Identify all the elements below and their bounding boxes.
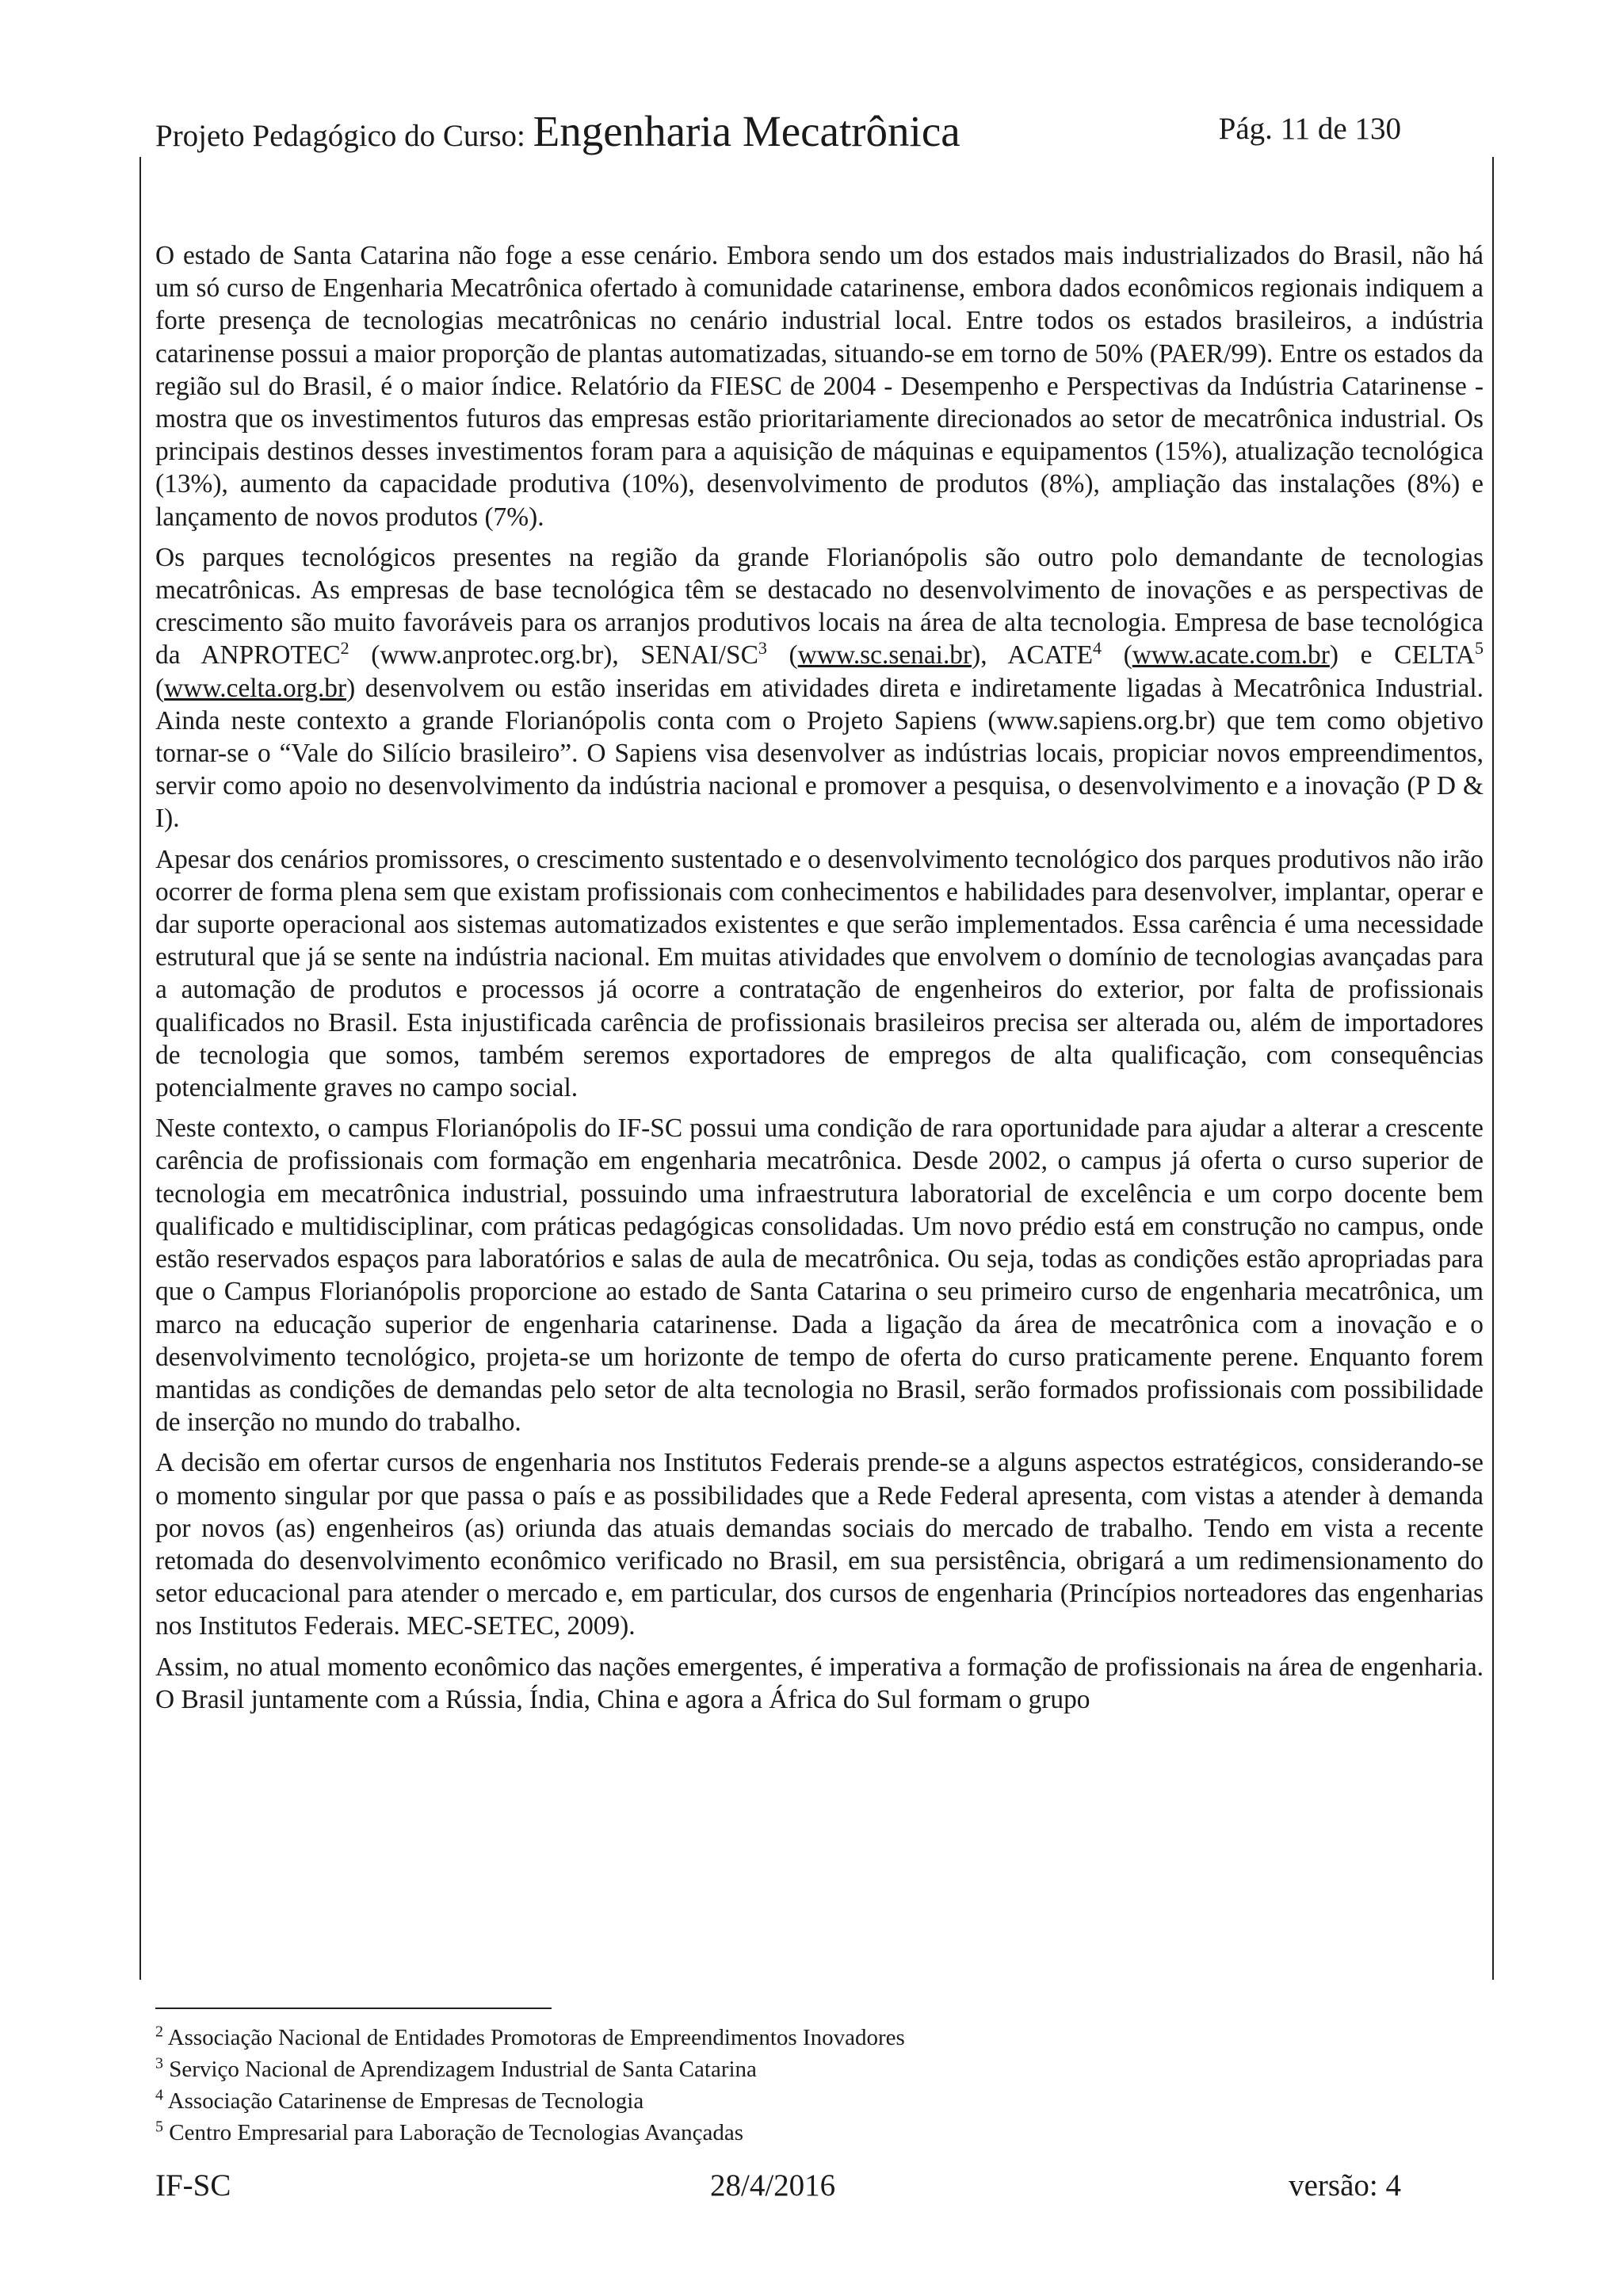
paragraph-2 <box>155 541 1484 835</box>
footnote-text: Associação Catarinense de Empresas de Tecnologia <box>163 2088 644 2114</box>
footnote-text: Centro Empresarial para Laboração de Tecnologias Avançadas <box>163 2120 744 2145</box>
institution: IF-SC <box>155 2168 231 2202</box>
footnote-ref-5[interactable]: 5 <box>1475 638 1484 659</box>
text-run: ( <box>1102 640 1132 670</box>
page-footer <box>155 2168 1407 2207</box>
footnote-number: 3 <box>155 2054 163 2073</box>
footnote-ref-2[interactable]: 2 <box>340 638 349 659</box>
footnote-number: 5 <box>155 2118 163 2136</box>
document-version: versão: 4 <box>1289 2168 1401 2202</box>
paragraph-3: Apesar dos cenários promissores, o crescimento sustentado e o desenvolvimento tecnológico dos parques produtivos não irão ocorrer de forma plena sem que existam profissionais com conhecimentos e habilidades para desenvolver, implantar, operar e dar suporte operacional aos sistemas automatizados existentes e que serão implementados. Essa carência é uma necessidade estrutural que já se sente na indústria nacional. Em muitas atividades que envolvem o domínio de tecnologias avançadas para a automação de produtos e processos já ocorre a contratação de engenheiros do exterior, por falta de profissionais qualificados no Brasil. Esta injustificada carência de profissionais brasileiros precisa ser alterada ou, além de importadores de tecnologia que somos, também seremos exportadores de empregos de alta qualificação, com consequências potencialmente graves no campo social. <box>155 844 1484 1103</box>
footnotes <box>155 2022 905 2149</box>
course-name: Engenharia Mecatrônica <box>533 107 960 155</box>
page-number: Pág. 11 de 130 <box>1218 112 1401 146</box>
document-date: 28/4/2016 <box>710 2168 836 2202</box>
text-run: ) desenvolvem ou estão inseridas em atividades direta e indiretamente ligadas à Mecatrônica Industrial. Ainda neste contexto a grande Florianópolis conta com o Projeto Sapiens (www.sapiens.org.br) que tem como objetivo tornar-se o “Vale do Silício brasileiro”. O Sapiens visa desenvolver as indústrias locais, propiciar novos empreendimentos, servir como apoio no desenvolvimento da indústria nacional e promover a pesquisa, o desenvolvimento e a inovação (P D & I). <box>155 673 1484 834</box>
footnote-2 <box>155 2022 905 2053</box>
paragraph-6: Assim, no atual momento econômico das nações emergentes, é imperativa a formação de profissionais na área de engenharia. O Brasil juntamente com a Rússia, Índia, China e agora a África do Sul formam o grupo <box>155 1652 1484 1714</box>
right-margin-line <box>1492 157 1494 1980</box>
footnote-number: 2 <box>155 2023 163 2041</box>
footnote-3 <box>155 2053 905 2085</box>
footnote-number: 4 <box>155 2086 163 2104</box>
footnote-ref-3[interactable]: 3 <box>758 638 767 659</box>
link-senai[interactable]: www.sc.senai.br <box>797 640 972 670</box>
paragraph-1: O estado de Santa Catarina não foge a esse cenário. Embora sendo um dos estados mais industrializados do Brasil, não há um só curso de Engenharia Mecatrônica ofertado à comunidade catarinense, embora dados econômicos regionais indiquem a forte presença de tecnologias mecatrônicas no cenário industrial local. Entre todos os estados brasileiros, a indústria catarinense possui a maior proporção de plantas automatizadas, situando-se em torno de 50% (PAER/99). Entre os estados da região sul do Brasil, é o maior índice. Relatório da FIESC de 2004 - Desempenho e Perspectivas da Indústria Catarinense - mostra que os investimentos futuros das empresas estão prioritariamente direcionados ao setor de mecatrônica industrial. Os principais destinos desses investimentos foram para a aquisição de máquinas e equipamentos (15%), atualização tecnológica (13%), aumento da capacidade produtiva (10%), desenvolvimento de produtos (8%), ampliação das instalações (8%) e lançamento de novos produtos (7%). <box>155 241 1484 532</box>
text-run: Os parques tecnológicos presentes na região da grande Florianópolis são outro polo demandante de tecnologias mecatrônicas. As empresas de base tecnológica têm se destacado no desenvolvimento de inovações e as perspectivas de crescimento são muito favoráveis para os arranjos produtivos locais na área de alta tecnologia. Empresa de base tecnológica da ANPROTEC <box>155 542 1484 670</box>
text-run: (www.anprotec.org.br), SENAI/SC <box>349 640 758 670</box>
footnote-5 <box>155 2117 905 2149</box>
title-prefix: Projeto Pedagógico do Curso: <box>155 119 533 153</box>
body-text <box>155 239 1484 1724</box>
footnote-ref-4[interactable]: 4 <box>1093 638 1102 659</box>
paragraph-4: Neste contexto, o campus Florianópolis do IF-SC possui uma condição de rara oportunidade para ajudar a alterar a crescente carência de profissionais com formação em engenharia mecatrônica. Desde 2002, o campus já oferta o curso superior de tecnologia em mecatrônica industrial, possuindo uma infraestrutura laboratorial de excelência e um corpo docente bem qualificado e multidisciplinar, com práticas pedagógicas consolidadas. Um novo prédio está em construção no campus, onde estão reservados espaços para laboratórios e salas de aula de mecatrônica. Ou seja, todas as condições estão apropriadas para que o Campus Florianópolis proporcione ao estado de Santa Catarina o seu primeiro curso de engenharia mecatrônica, um marco na educação superior de engenharia catarinense. Dada a ligação da área de mecatrônica com a inovação e o desenvolvimento tecnológico, projeta-se um horizonte de tempo de oferta do curso praticamente perene. Enquanto forem mantidas as condições de demandas pelo setor de alta tecnologia no Brasil, serão formados profissionais com possibilidade de inserção no mundo do trabalho. <box>155 1114 1484 1438</box>
document-title <box>155 106 960 156</box>
footnote-text: Associação Nacional de Entidades Promotoras de Empreendimentos Inovadores <box>163 2025 905 2050</box>
left-margin-line <box>139 157 141 1980</box>
link-celta[interactable]: www.celta.org.br <box>164 673 347 703</box>
text-run: ( <box>766 640 798 670</box>
text-run: ) e CELTA <box>1329 640 1475 670</box>
footnote-text: Serviço Nacional de Aprendizagem Industrial de Santa Catarina <box>163 2057 757 2082</box>
paragraph-5: A decisão em ofertar cursos de engenharia nos Institutos Federais prende-se a alguns aspectos estratégicos, considerando-se o momento singular por que passa o país e as possibilidades que a Rede Federal apresenta, com vistas a atender à demanda por novos (as) engenheiros (as) oriunda das atuais demandas sociais do mercado de trabalho. Tendo em vista a recente retomada do desenvolvimento econômico verificado no Brasil, em sua persistência, obrigará a um redimensionamento do setor educacional para atender o mercado e, em particular, dos cursos de engenharia (Princípios norteadores das engenharias nos Institutos Federais. MEC-SETEC, 2009). <box>155 1448 1484 1641</box>
text-run: ( <box>155 673 165 703</box>
footnote-separator <box>155 2008 552 2009</box>
link-acate[interactable]: www.acate.com.br <box>1132 640 1330 670</box>
text-run: ), ACATE <box>972 640 1093 670</box>
page-header <box>155 95 1407 159</box>
footnote-4 <box>155 2085 905 2117</box>
